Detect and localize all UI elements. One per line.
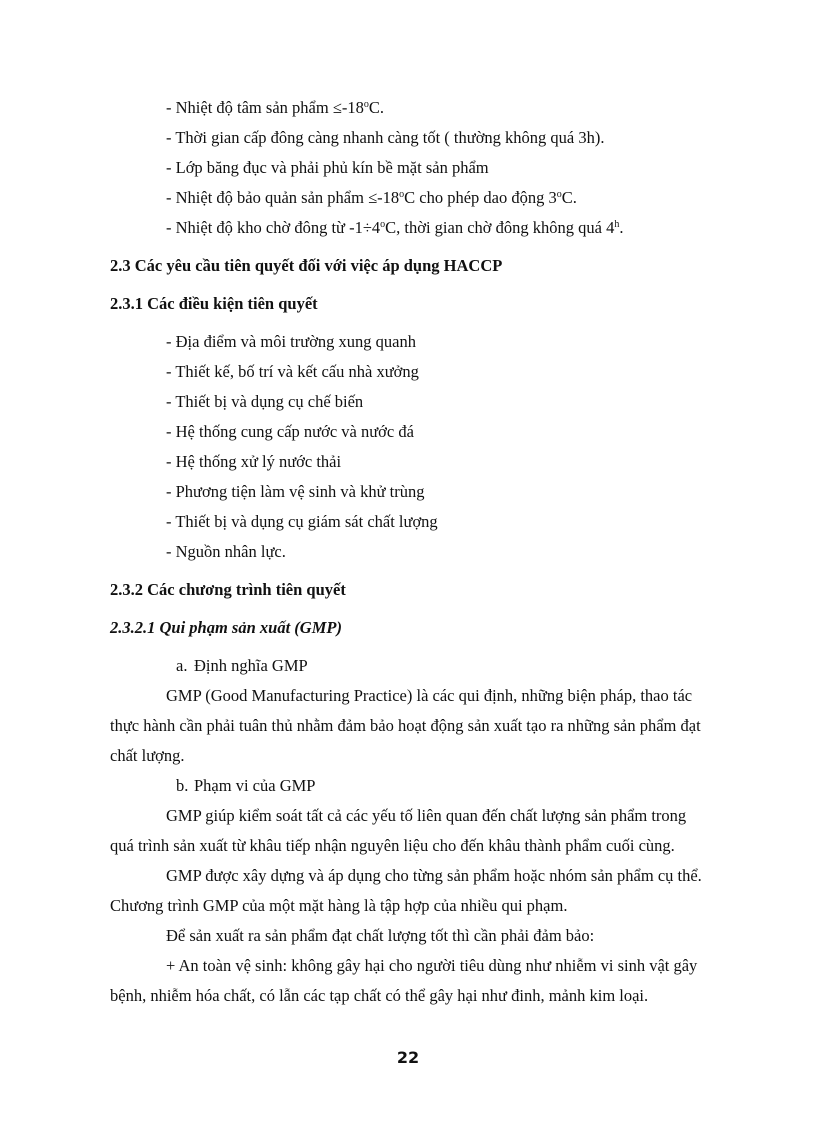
paragraph-line: bệnh, nhiễm hóa chất, có lẫn các tạp chất có thể gây hại như đinh, mảnh kim loại. xyxy=(110,986,649,1005)
paragraph-line: GMP được xây dựng và áp dụng cho từng sản phẩm hoặc nhóm sản phẩm cụ thể. xyxy=(166,866,702,885)
degree-sup: o xyxy=(380,219,386,230)
text: - Nhiệt độ bảo quản sản phẩm ≤-18 xyxy=(166,188,400,207)
list-marker-a: a. xyxy=(176,656,188,675)
paragraph-line: Chương trình GMP của một mặt hàng là tập hợp của nhiều qui phạm. xyxy=(110,896,568,915)
paragraph-line: Để sản xuất ra sản phẩm đạt chất lượng tốt thì cần phải đảm bảo: xyxy=(166,926,595,945)
degree-sup: o xyxy=(399,189,405,200)
paragraph-line: quá trình sản xuất từ khâu tiếp nhận nguyên liệu cho đến khâu thành phẩm cuối cùng. xyxy=(110,836,675,855)
condition-item: - Địa điểm và môi trường xung quanh xyxy=(166,332,416,351)
waiting-temp-line xyxy=(166,218,623,238)
condition-item: - Phương tiện làm vệ sinh và khử trùng xyxy=(166,482,425,501)
degree-sup: o xyxy=(363,99,369,110)
condition-item: - Hệ thống xử lý nước thải xyxy=(166,452,342,471)
text: C. xyxy=(561,188,577,207)
condition-item: - Hệ thống cung cấp nước và nước đá xyxy=(166,422,414,441)
text: C, thời gian chờ đông không quá 4 xyxy=(385,218,615,237)
text: - Nhiệt độ kho chờ đông từ -1÷4 xyxy=(166,218,381,237)
paragraph-line: GMP (Good Manufacturing Practice) là các qui định, những biện pháp, thao tác xyxy=(166,686,693,705)
ice-layer-line: - Lớp băng đục và phải phủ kín bề mặt sản phẩm xyxy=(166,158,489,177)
text: . xyxy=(619,218,624,237)
paragraph-line: GMP giúp kiểm soát tất cả các yếu tố liên quan đến chất lượng sản phẩm trong xyxy=(166,806,687,825)
subheading-gmp-definition: Định nghĩa GMP xyxy=(194,656,308,675)
section-heading-2-3-1: 2.3.1 Các điều kiện tiên quyết xyxy=(110,294,318,313)
section-heading-2-3: 2.3 Các yêu cầu tiên quyết đối với việc áp dụng HACCP xyxy=(110,256,503,275)
storage-temp-line xyxy=(166,188,577,208)
paragraph-line: thực hành cần phải tuân thủ nhằm đảm bảo hoạt động sản xuất tạo ra những sản phẩm đạt xyxy=(110,716,701,735)
text: C. xyxy=(368,98,384,117)
freeze-time-line: - Thời gian cấp đông càng nhanh càng tốt ( thường không quá 3h). xyxy=(166,128,605,147)
paragraph-line: + An toàn vệ sinh: không gây hại cho người tiêu dùng như nhiễm vi sinh vật gây xyxy=(166,956,698,975)
condition-item: - Thiết bị và dụng cụ giám sát chất lượng xyxy=(166,512,438,531)
text: C cho phép dao động 3 xyxy=(404,188,557,207)
text: - Nhiệt độ tâm sản phẩm ≤-18 xyxy=(166,98,364,117)
condition-item: - Thiết bị và dụng cụ chế biến xyxy=(166,392,364,411)
section-heading-2-3-2-1: 2.3.2.1 Qui phạm sản xuất (GMP) xyxy=(110,618,342,637)
temp-core-line xyxy=(166,98,384,118)
list-marker-b: b. xyxy=(176,776,189,795)
subheading-gmp-scope: Phạm vi của GMP xyxy=(194,776,316,795)
paragraph-line: chất lượng. xyxy=(110,746,185,765)
page-number: 22 xyxy=(396,1048,420,1067)
hour-sup: h xyxy=(614,219,620,230)
condition-item: - Thiết kế, bố trí và kết cấu nhà xưởng xyxy=(166,362,419,381)
section-heading-2-3-2: 2.3.2 Các chương trình tiên quyết xyxy=(110,580,346,599)
condition-item: - Nguồn nhân lực. xyxy=(166,542,286,561)
degree-sup: o xyxy=(556,189,562,200)
